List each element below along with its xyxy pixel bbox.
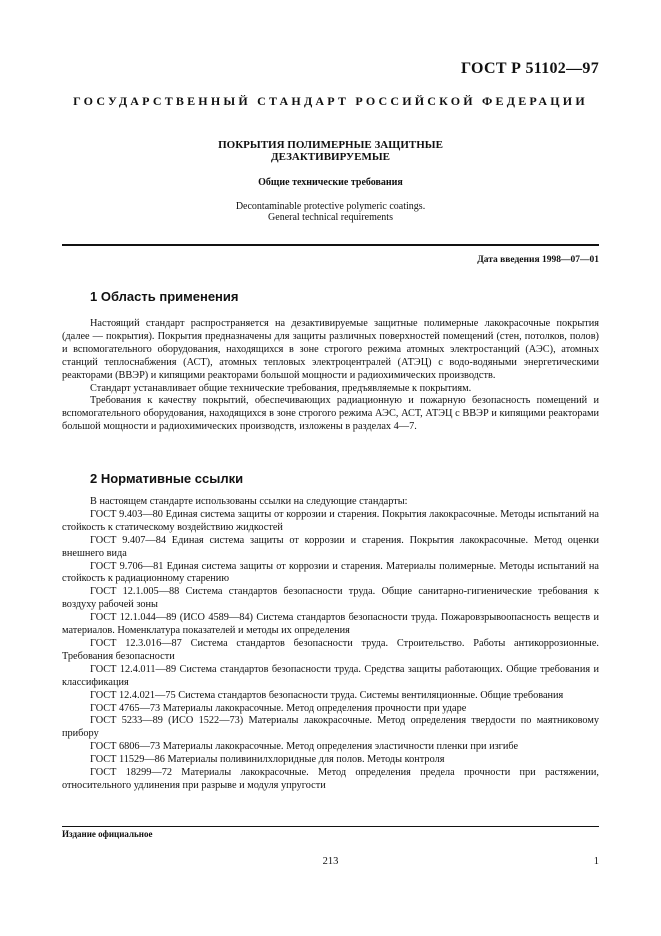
reference-item: ГОСТ 12.3.016—87 Система стандартов безопасности труда. Строительство. Работы антикоррозионные. Требования безопасности xyxy=(62,637,599,662)
reference-item: ГОСТ 12.1.005—88 Система стандартов безопасности труда. Общие санитарно-гигиенические требования к воздуху рабочей зоны xyxy=(62,586,599,611)
reference-item: ГОСТ 11529—86 Материалы поливинилхлоридные для полов. Методы контроля xyxy=(90,754,445,766)
section-1-body xyxy=(62,318,599,434)
reference-item: ГОСТ 12.1.044—89 (ИСО 4589—84) Система стандартов безопасности труда. Пожаровзрывоопасность веществ и материалов. Номенклатура показателей и методы их определения xyxy=(62,612,599,637)
reference-item: ГОСТ 9.706—81 Единая система защиты от коррозии и старения. Материалы полимерные. Методы испытаний на стойкость к радиационному старению xyxy=(62,560,599,585)
reference-item: ГОСТ 9.407—84 Единая система защиты от коррозии и старения. Покрытия лакокрасочные. Метод оценки внешнего вида xyxy=(62,534,599,559)
document-subtitle: Общие технические требования xyxy=(258,177,403,188)
section-2-heading: 2 Нормативные ссылки xyxy=(90,471,244,486)
paragraph: Стандарт устанавливает общие технические требования, предъявляемые к покрытиям. xyxy=(90,382,472,394)
reference-item: ГОСТ 12.4.021—75 Система стандартов безопасности труда. Системы вентиляционные. Общие требования xyxy=(90,689,564,701)
page-number-center: 213 xyxy=(322,856,339,867)
english-title-line-2: General technical requirements xyxy=(268,212,393,223)
title-line-2: ДЕЗАКТИВИРУЕМЫЕ xyxy=(271,151,390,163)
introduction-date: Дата введения 1998—07—01 xyxy=(477,255,599,265)
header-divider xyxy=(62,244,599,246)
title-line-1: ПОКРЫТИЯ ПОЛИМЕРНЫЕ ЗАЩИТНЫЕ xyxy=(218,139,443,151)
english-title xyxy=(62,201,599,223)
reference-item: ГОСТ 12.4.011—89 Система стандартов безопасности труда. Средства защиты работающих. Общие требования и классификация xyxy=(62,663,599,688)
english-title-line-1: Decontaminable protective polymeric coatings. xyxy=(235,201,426,212)
standard-code: ГОСТ Р 51102—97 xyxy=(460,60,599,77)
reference-item: ГОСТ 6806—73 Материалы лакокрасочные. Метод определения эластичности пленки при изгибе xyxy=(90,741,519,753)
paragraph: В настоящем стандарте использованы ссылки на следующие стандарты: xyxy=(90,496,408,507)
paragraph: Настоящий стандарт распространяется на дезактивируемые защитные полимерные лакокрасочные покрытия (далее — покрытия). Покрытия предназначены для защиты различных поверхностей помещений (стен, потолков, полов) и вспомогательного оборудования, находящихся в зоне строгого режима атомных электростанций (АЭС), атомных станций теплоснабжения (АСТ), атомных тепловых электроцентралей (АТЭЦ) с водо-водяными энергетическими реакторами (ВВЭР) и кипящими реакторами большой мощности и радиохимических производств. xyxy=(62,318,599,381)
footer-divider xyxy=(62,826,599,827)
reference-item: ГОСТ 5233—89 (ИСО 1522—73) Материалы лакокрасочные. Метод определения твердости по маятниковому прибору xyxy=(62,715,599,740)
reference-item: ГОСТ 18299—72 Материалы лакокрасочные. Метод определения предела прочности при растяжении, относительного удлинения при разрыве и модуля упругости xyxy=(62,767,599,791)
document-title xyxy=(62,139,599,163)
reference-item: ГОСТ 9.403—80 Единая система защиты от коррозии и старения. Покрытия лакокрасочные. Методы испытаний на стойкость к статическому воздействию жидкостей xyxy=(62,508,599,533)
page-number-right: 1 xyxy=(593,856,599,867)
reference-item: ГОСТ 4765—73 Материалы лакокрасочные. Метод определения прочности при ударе xyxy=(90,702,467,714)
state-standard-header: ГОСУДАРСТВЕННЫЙ СТАНДАРТ РОССИЙСКОЙ ФЕДЕРАЦИИ xyxy=(73,94,588,108)
section-1-heading: 1 Область применения xyxy=(90,289,239,304)
official-edition-label: Издание официальное xyxy=(62,829,153,839)
section-2-body xyxy=(62,496,599,793)
paragraph: Требования к качеству покрытий, обеспечивающих радиационную и пожарную безопасность помещений и вспомогательного оборудования, находящихся в зоне строгого режима АЭС, АСТ, АТЭЦ с ВВЭР и кипящими реакторами большой мощности и радиохимических производств, изложены в разделах 4—7. xyxy=(62,395,599,433)
